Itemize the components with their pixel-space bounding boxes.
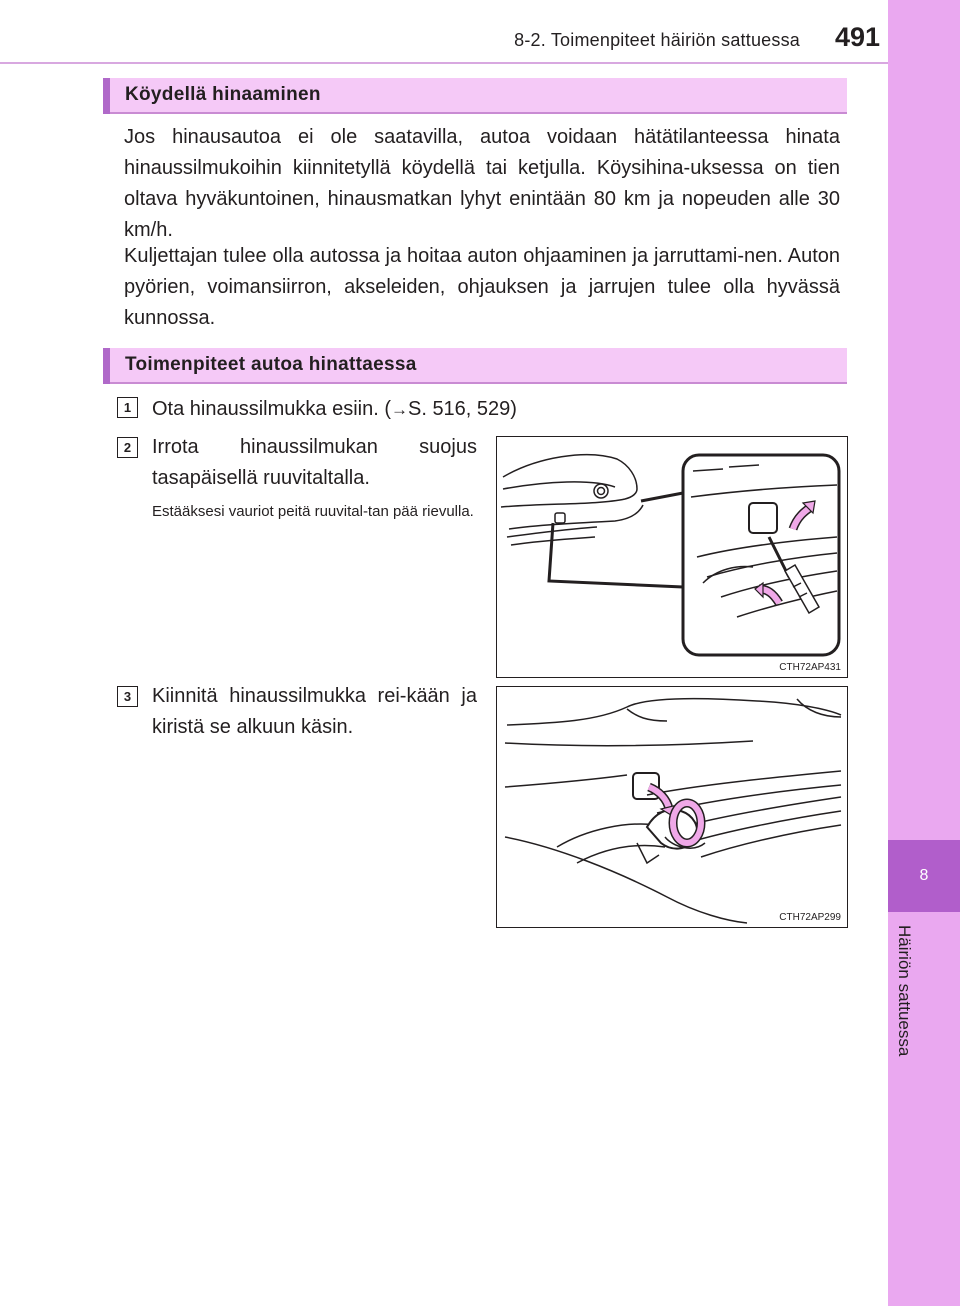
figure-remove-cover (496, 436, 848, 678)
step-number-2: 2 (117, 437, 138, 458)
section-heading-towing-steps (103, 348, 847, 384)
side-tab-label-text: Häiriön sattuessa (895, 925, 914, 1057)
paragraph-towing-conditions: Jos hinausautoa ei ole saatavilla, autoa voidaan hätätilanteessa hinata hinaussilmukoihin kiinnitetyllä köydellä tai ketjulla. Köysihina-uksessa on tien oltava hyväkuntoinen, hinausmatkan lyhyt enintään 80 km ja nopeuden alle 30 km/h. (124, 126, 840, 241)
step-1-text-before: Ota hinaussilmukka esiin. ( (152, 398, 391, 420)
section-heading-text: Köydellä hinaaminen (125, 84, 321, 105)
side-tab-label (894, 925, 922, 1145)
figure-code: CTH72AP299 (779, 912, 841, 923)
step-number-3: 3 (117, 686, 138, 707)
heading-accent-bar (103, 78, 110, 114)
step-3-text: Kiinnitä hinaussilmukka rei-kään ja kiristä se alkuun käsin. (152, 685, 477, 738)
step-1-text (152, 394, 852, 425)
header-rule (0, 62, 888, 64)
paragraph-driver-requirements: Kuljettajan tulee olla autossa ja hoitaa auton ohjaaminen ja jarruttami-nen. Auton pyörien, voimansiirron, akseleiden, ohjauksen ja jarrujen tulee olla hyvässä kunnossa. (124, 245, 840, 329)
step-2-note: Estääksesi vauriot peitä ruuvital-tan pää rievulla. (152, 503, 474, 520)
side-tab-number: 8 (888, 840, 960, 912)
chapter-title: 8-2. Toimenpiteet häiriön sattuessa (514, 30, 800, 50)
figure-code: CTH72AP431 (779, 662, 841, 673)
section-heading-rope-towing (103, 78, 847, 114)
step-1-text-after: S. 516, 529) (407, 398, 517, 420)
illustration-screwdriver-cover (497, 437, 847, 677)
step-number-1: 1 (117, 397, 138, 418)
heading-accent-bar (103, 348, 110, 384)
section-heading-text: Toimenpiteet autoa hinattaessa (125, 354, 417, 375)
illustration-tow-eye (497, 687, 847, 927)
arrow-icon: → (390, 400, 408, 419)
figure-install-tow-eye (496, 686, 848, 928)
step-2-text: Irrota hinaussilmukan suojus tasapäisellä ruuvitaltalla. (152, 436, 477, 489)
page-number: 491 (834, 22, 880, 52)
